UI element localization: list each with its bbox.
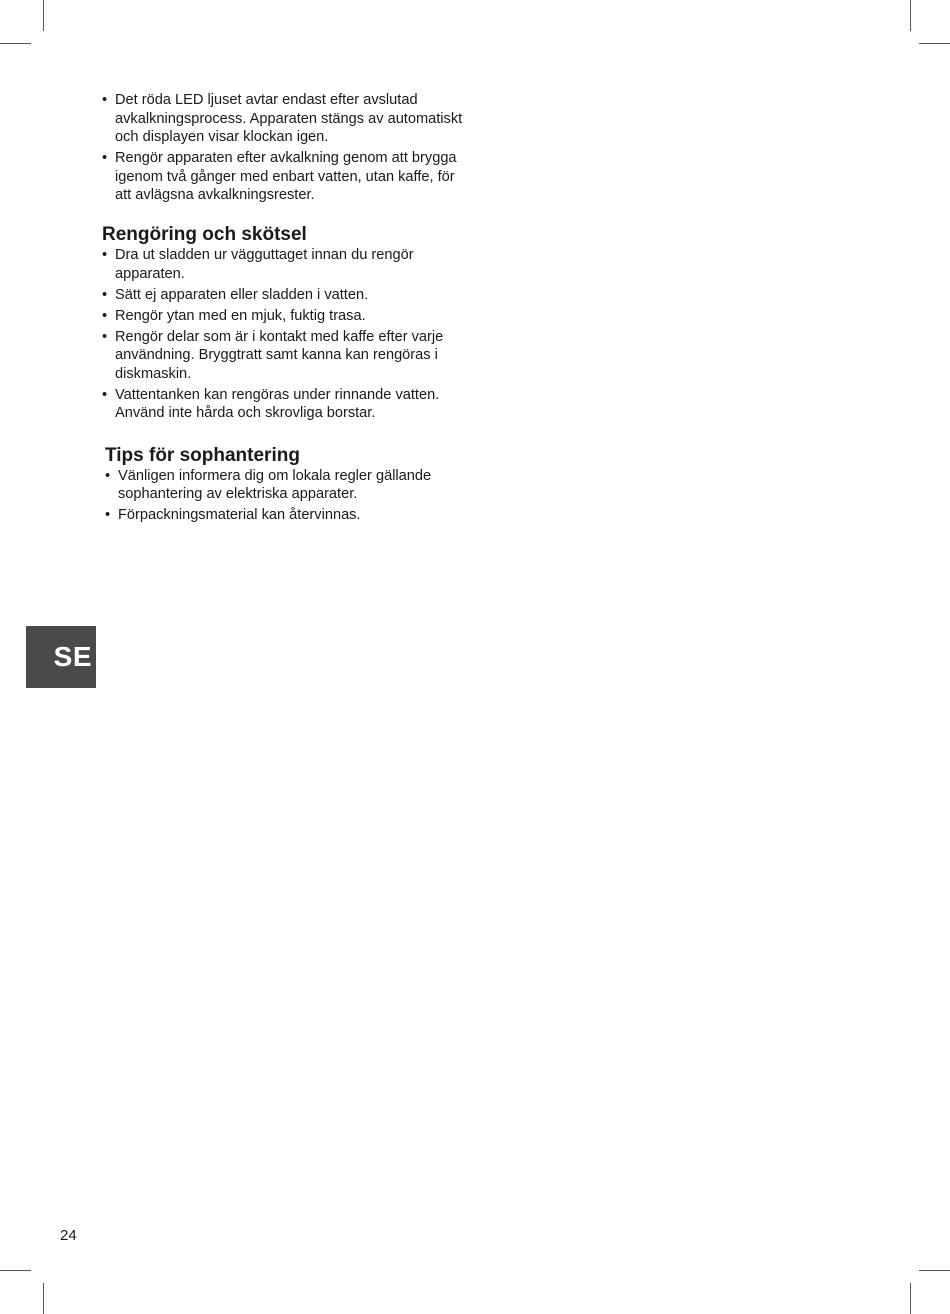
list-item: • Förpackningsmaterial kan återvinnas. xyxy=(105,506,472,525)
crop-mark xyxy=(910,1283,911,1314)
disposal-list xyxy=(105,467,472,525)
list-item: • Rengör apparaten efter avkalkning genom att brygga igenom två gånger med enbart vatten, utan kaffe, för att avlägsna avkalkningsrester. xyxy=(102,149,472,205)
section-heading-disposal: Tips för sophantering xyxy=(105,444,300,466)
list-item: • Det röda LED ljuset avtar endast efter avslutad avkalkningsprocess. Apparaten stängs av automatiskt och displayen visar klockan igen. xyxy=(102,91,472,147)
language-tab: SE xyxy=(26,626,96,688)
crop-mark xyxy=(0,1270,31,1271)
descaling-notes-list xyxy=(102,91,472,205)
crop-mark xyxy=(919,43,950,44)
list-item: • Rengör ytan med en mjuk, fuktig trasa. xyxy=(102,307,472,326)
list-item: • Dra ut sladden ur vägguttaget innan du rengör apparaten. xyxy=(102,246,472,283)
list-item: • Vattentanken kan rengöras under rinnande vatten. Använd inte hårda och skrovliga borstar. xyxy=(102,386,472,423)
list-item: • Sätt ej apparaten eller sladden i vatten. xyxy=(102,286,472,305)
crop-mark xyxy=(43,0,44,31)
page-number: 24 xyxy=(60,1227,77,1244)
crop-mark xyxy=(919,1270,950,1271)
list-item: • Rengör delar som är i kontakt med kaffe efter varje användning. Bryggtratt samt kanna kan rengöras i diskmaskin. xyxy=(102,328,472,384)
list-item: • Vänligen informera dig om lokala regler gällande sophantering av elektriska apparater. xyxy=(105,467,472,504)
crop-mark xyxy=(0,43,31,44)
section-heading-cleaning: Rengöring och skötsel xyxy=(102,223,307,245)
crop-mark xyxy=(43,1283,44,1314)
crop-mark xyxy=(910,0,911,31)
page-content xyxy=(102,91,472,527)
cleaning-list xyxy=(102,246,472,423)
